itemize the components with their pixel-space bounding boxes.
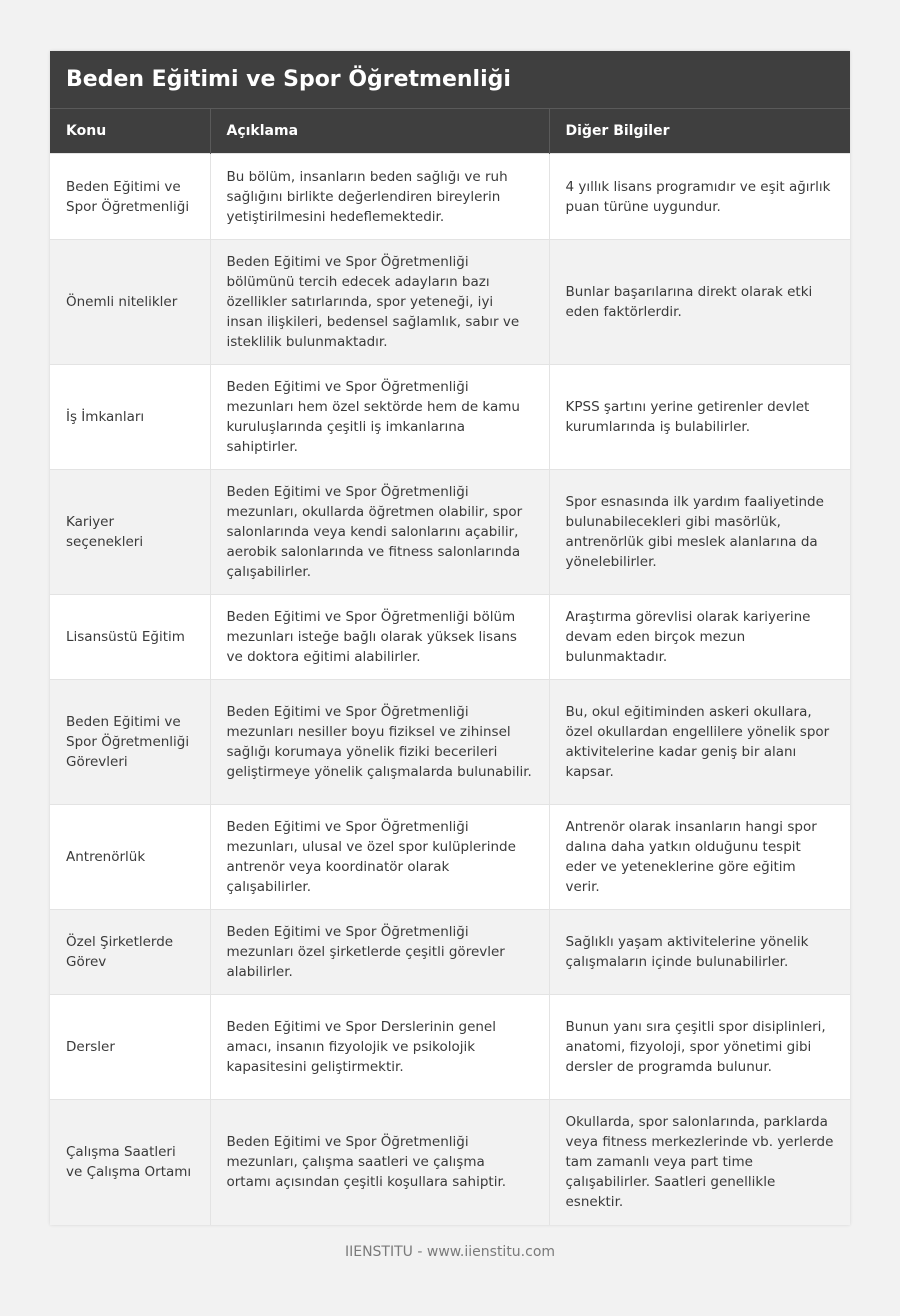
cell-topic: Dersler bbox=[50, 995, 210, 1100]
cell-description: Beden Eğitimi ve Spor Öğretmenliği mezunları, ulusal ve özel spor kulüplerinde antrenör veya koordinatör olarak çalışabilirler. bbox=[210, 805, 549, 910]
cell-topic: İş İmkanları bbox=[50, 365, 210, 470]
column-header-diger-bilgiler: Diğer Bilgiler bbox=[549, 109, 850, 154]
cell-description: Beden Eğitimi ve Spor Öğretmenliği mezunları, okullarda öğretmen olabilir, spor salonlarında veya kendi salonlarını açabilir, aerobik salonlarında ve fitness salonlarında çalışabilirler. bbox=[210, 470, 549, 595]
table-row bbox=[50, 1100, 850, 1225]
cell-topic: Beden Eğitimi ve Spor Öğretmenliği bbox=[50, 154, 210, 240]
cell-description: Beden Eğitimi ve Spor Öğretmenliği bölüm mezunları isteğe bağlı olarak yüksek lisans ve doktora eğitimi alabilirler. bbox=[210, 595, 549, 680]
table-body bbox=[50, 154, 850, 1225]
cell-description: Beden Eğitimi ve Spor Öğretmenliği mezunları, çalışma saatleri ve çalışma ortamı açısından çeşitli koşullara sahiptir. bbox=[210, 1100, 549, 1225]
table-row bbox=[50, 154, 850, 240]
cell-description: Bu bölüm, insanların beden sağlığı ve ruh sağlığını birlikte değerlendiren bireylerin yetiştirilmesini hedeflemektedir. bbox=[210, 154, 549, 240]
title-bar bbox=[50, 51, 850, 108]
cell-topic: Çalışma Saatleri ve Çalışma Ortamı bbox=[50, 1100, 210, 1225]
table-header bbox=[50, 109, 850, 154]
cell-other-info: Bunun yanı sıra çeşitli spor disiplinleri, anatomi, fizyoloji, spor yönetimi gibi dersler de programda bulunur. bbox=[549, 995, 850, 1100]
table-row bbox=[50, 240, 850, 365]
column-header-aciklama: Açıklama bbox=[210, 109, 549, 154]
table-row bbox=[50, 680, 850, 805]
cell-topic: Kariyer seçenekleri bbox=[50, 470, 210, 595]
cell-other-info: Antrenör olarak insanların hangi spor dalına daha yatkın olduğunu tespit eder ve yeteneklerine göre eğitim verir. bbox=[549, 805, 850, 910]
cell-description: Beden Eğitimi ve Spor Öğretmenliği mezunları nesiller boyu fiziksel ve zihinsel sağlığı korumaya yönelik fiziki becerileri geliştirmeye yönelik çalışmalarda bulunabilir. bbox=[210, 680, 549, 805]
cell-description: Beden Eğitimi ve Spor Öğretmenliği mezunları hem özel sektörde hem de kamu kuruluşlarında çeşitli iş imkanlarına sahiptirler. bbox=[210, 365, 549, 470]
table-row bbox=[50, 595, 850, 680]
table-row bbox=[50, 470, 850, 595]
cell-topic: Özel Şirketlerde Görev bbox=[50, 910, 210, 995]
cell-description: Beden Eğitimi ve Spor Öğretmenliği bölümünü tercih edecek adayların bazı özellikler satırlarında, spor yeteneği, iyi insan ilişkileri, bedensel sağlamlık, sabır ve isteklilik bulunmaktadır. bbox=[210, 240, 549, 365]
footer-credit: IIENSTITU - www.iienstitu.com bbox=[344, 1244, 556, 1260]
table-row bbox=[50, 995, 850, 1100]
cell-topic: Önemli nitelikler bbox=[50, 240, 210, 365]
table-row bbox=[50, 365, 850, 470]
column-header-konu: Konu bbox=[50, 109, 210, 154]
cell-other-info: Sağlıklı yaşam aktivitelerine yönelik çalışmaların içinde bulunabilirler. bbox=[549, 910, 850, 995]
table-row bbox=[50, 910, 850, 995]
cell-other-info: Okullarda, spor salonlarında, parklarda veya fitness merkezlerinde vb. yerlerde tam zamanlı veya part time çalışabilirler. Saatleri genellikle esnektir. bbox=[549, 1100, 850, 1225]
header-row bbox=[50, 109, 850, 154]
cell-topic: Lisansüstü Eğitim bbox=[50, 595, 210, 680]
cell-other-info: 4 yıllık lisans programıdır ve eşit ağırlık puan türüne uygundur. bbox=[549, 154, 850, 240]
cell-other-info: KPSS şartını yerine getirenler devlet kurumlarında iş bulabilirler. bbox=[549, 365, 850, 470]
table-row bbox=[50, 805, 850, 910]
cell-other-info: Spor esnasında ilk yardım faaliyetinde bulunabilecekleri gibi masörlük, antrenörlük gibi meslek alanlarına da yönelebilirler. bbox=[549, 470, 850, 595]
info-card bbox=[50, 51, 850, 1225]
cell-description: Beden Eğitimi ve Spor Derslerinin genel amacı, insanın fizyolojik ve psikolojik kapasitesini geliştirmektir. bbox=[210, 995, 549, 1100]
cell-topic: Beden Eğitimi ve Spor Öğretmenliği Görevleri bbox=[50, 680, 210, 805]
page-title: Beden Eğitimi ve Spor Öğretmenliği bbox=[66, 67, 511, 92]
info-table bbox=[50, 108, 850, 1225]
cell-other-info: Araştırma görevlisi olarak kariyerine devam eden birçok mezun bulunmaktadır. bbox=[549, 595, 850, 680]
cell-other-info: Bu, okul eğitiminden askeri okullara, özel okullardan engellilere yönelik spor aktivitelerine kadar geniş bir alanı kapsar. bbox=[549, 680, 850, 805]
cell-topic: Antrenörlük bbox=[50, 805, 210, 910]
cell-description: Beden Eğitimi ve Spor Öğretmenliği mezunları özel şirketlerde çeşitli görevler alabilirler. bbox=[210, 910, 549, 995]
cell-other-info: Bunlar başarılarına direkt olarak etki eden faktörlerdir. bbox=[549, 240, 850, 365]
